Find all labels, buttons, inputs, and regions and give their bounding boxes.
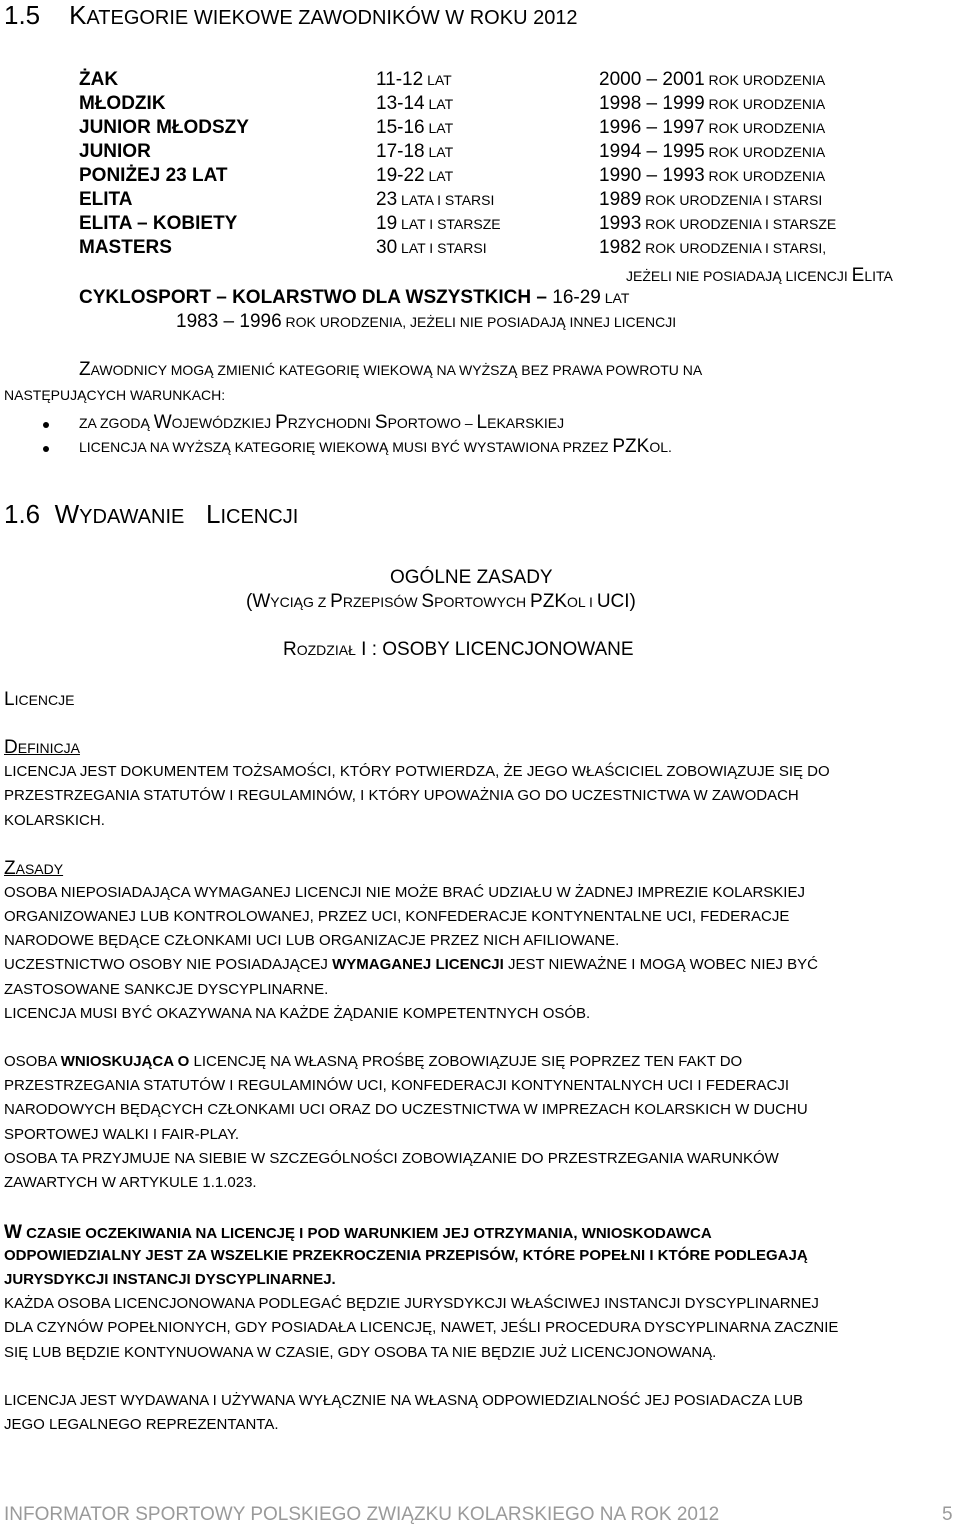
licencje-heading: LICENCJE xyxy=(4,689,75,710)
general-subtitle: (WYCIĄG Z PRZEPISÓW SPORTOWYCH PZKOL I UCI) xyxy=(246,591,636,612)
zasady-line: ORGANIZOWANEJ LUB KONTROLOWANEJ, PRZEZ UCI, KONFEDERACJE KONTYNENTALNE UCI, FEDERACJE xyxy=(4,908,790,925)
page-number: 5 xyxy=(942,1504,953,1525)
category-name: JUNIOR xyxy=(79,141,151,162)
zasady-line: OSOBA NIEPOSIADAJĄCA WYMAGANEJ LICENCJI NIE MOŻE BRAĆ UDZIAŁU W ŻADNEJ IMPREZIE KOLARSKIEJ xyxy=(4,884,805,901)
definition-line: KOLARSKICH. xyxy=(4,812,105,829)
jurysdykcja-line: DLA CZYNÓW POPEŁNIONYCH, GDY POSIADAŁA LICENCJĘ, NAWET, JEŚLI PROCEDURA DYSCYPLINARNA ZACZNIE xyxy=(4,1319,839,1336)
footer-text: INFORMATOR SPORTOWY POLSKIEGO ZWIĄZKU KOLARSKIEGO NA ROK 2012 xyxy=(4,1504,720,1525)
category-name: MŁODZIK xyxy=(79,93,166,114)
uczestnictwo-line: UCZESTNICTWO OSOBY NIE POSIADAJĄCEJ WYMAGANEJ LICENCJI JEST NIEWAŻNE I MOGĄ WOBEC NIEJ BYĆ xyxy=(4,956,818,973)
cyklosport-row: CYKLOSPORT – KOLARSTWO DLA WSZYSTKICH – 16-29 LAT xyxy=(79,287,630,308)
change-paragraph-line: ZAWODNICY MOGĄ ZMIENIĆ KATEGORIĘ WIEKOWĄ NA WYŻSZĄ BEZ PRAWA POWROTU NA xyxy=(79,359,703,380)
oczekiwanie-line: JURYSDYKCJI INSTANCJI DYSCYPLINARNEJ. xyxy=(4,1271,336,1288)
category-age: 23 LATA I STARSI xyxy=(376,189,495,210)
category-age: 17-18 LAT xyxy=(376,141,454,162)
wnioskujaca-line: OSOBA TA PRZYJMUJE NA SIEBIE W SZCZEGÓLNOŚCI ZOBOWIĄZANIE DO PRZESTRZEGANIA WARUNKÓW xyxy=(4,1150,779,1167)
wnioskujaca-line: ZAWARTYCH W ARTYKULE 1.1.023. xyxy=(4,1174,257,1191)
condition-item: LICENCJA NA WYŻSZĄ KATEGORIĘ WIEKOWĄ MUSI BYĆ WYSTAWIONA PRZEZ PZKOL. xyxy=(79,436,672,457)
zasady-heading: ZASADY xyxy=(4,858,64,879)
category-years: 1998 – 1999 ROK URODZENIA xyxy=(599,93,826,114)
uczestnictwo-line: ZASTOSOWANE SANKCJE DYSCYPLINARNE. xyxy=(4,981,329,998)
category-years: 1990 – 1993 ROK URODZENIA xyxy=(599,165,826,186)
category-years: 1993 ROK URODZENIA I STARSZE xyxy=(599,213,837,234)
section-title-rest: ATEGORIE WIEKOWE ZAWODNIKÓW W ROKU 2012 xyxy=(86,7,578,29)
wnioskujaca-line: PRZESTRZEGANIA STATUTÓW I REGULAMINÓW UCI, KONFEDERACJI KONTYNENTALNYCH UCI I FEDERACJI xyxy=(4,1077,790,1094)
section-title-cap: K xyxy=(69,0,87,30)
change-paragraph-line: NASTĘPUJĄCYCH WARUNKACH: xyxy=(4,387,226,403)
bullet-icon xyxy=(43,422,49,428)
category-name: JUNIOR MŁODSZY xyxy=(79,117,249,138)
definicja-heading: DEFINICJA xyxy=(4,737,80,758)
category-name: ŻAK xyxy=(79,69,119,90)
definition-line: PRZESTRZEGANIA STATUTÓW I REGULAMINÓW, I KTÓRY UPOWAŻNIA GO DO UCZESTNICTWA W ZAWODACH xyxy=(4,787,799,804)
zasady-line: NARODOWE BĘDĄCE CZŁONKAMI UCI LUB ORGANIZACJE PRZEZ NICH AFILIOWANE. xyxy=(4,932,620,949)
jurysdykcja-line: KAŻDA OSOBA LICENCJONOWANA PODLEGAĆ BĘDZIE JURYSDYKCJI WŁAŚCIWEJ INSTANCJI DYSCYPLINARNEJ xyxy=(4,1295,819,1312)
category-years: 2000 – 2001 ROK URODZENIA xyxy=(599,69,826,90)
category-years: 1994 – 1995 ROK URODZENIA xyxy=(599,141,826,162)
category-years: 1982 ROK URODZENIA I STARSI, xyxy=(599,237,827,258)
category-years: 1996 – 1997 ROK URODZENIA xyxy=(599,117,826,138)
condition-item: ZA ZGODĄ WOJEWÓDZKIEJ PRZYCHODNI SPORTOWO – LEKARSKIEJ xyxy=(79,412,565,433)
wnioskujaca-line: OSOBA WNIOSKUJĄCA O LICENCJĘ NA WŁASNĄ PROŚBĘ ZOBOWIĄZUJE SIĘ POPRZEZ TEN FAKT DO xyxy=(4,1053,743,1070)
category-name: ELITA – KOBIETY xyxy=(79,213,238,234)
category-name: ELITA xyxy=(79,189,133,210)
section-number: 1.5 xyxy=(4,0,41,30)
category-age: 19 LAT I STARSZE xyxy=(376,213,501,234)
general-title: OGÓLNE ZASADY xyxy=(390,567,553,588)
category-age: 19-22 LAT xyxy=(376,165,454,186)
oczekiwanie-line: W CZASIE OCZEKIWANIA NA LICENCJĘ I POD WARUNKIEM JEJ OTRZYMANIA, WNIOSKODAWCA xyxy=(4,1222,712,1243)
category-years: 1989 ROK URODZENIA I STARSI xyxy=(599,189,823,210)
jurysdykcja-line: SIĘ LUB BĘDZIE KONTYNUOWANA W CZASIE, GDY OSOBA TA NIE BĘDZIE JUŻ LICENCJONOWANĄ. xyxy=(4,1344,717,1361)
category-age: 15-16 LAT xyxy=(376,117,454,138)
okazywana-line: LICENCJA MUSI BYĆ OKAZYWANA NA KAŻDE ŻĄDANIE KOMPETENTNYCH OSÓB. xyxy=(4,1005,591,1022)
section-heading: 1.6 WYDAWANIE LICENCJI xyxy=(4,499,299,529)
wnioskujaca-line: SPORTOWEJ WALKI I FAIR-PLAY. xyxy=(4,1126,240,1143)
definition-line: LICENCJA JEST DOKUMENTEM TOŻSAMOŚCI, KTÓRY POTWIERDZA, ŻE JEGO WŁAŚCICIEL ZOBOWIĄZUJE SIĘ DO xyxy=(4,763,830,780)
chapter-title: ROZDZIAŁ I : OSOBY LICENCJONOWANE xyxy=(283,639,634,660)
wnioskujaca-line: NARODOWYCH BĘDĄCYCH CZŁONKAMI UCI ORAZ DO UCZESTNICTWA W IMPREZACH KOLARSKICH W DUCHU xyxy=(4,1101,808,1118)
category-age: 13-14 LAT xyxy=(376,93,454,114)
cyklosport-years: 1983 – 1996 ROK URODZENIA, JEŻELI NIE POSIADAJĄ INNEJ LICENCJI xyxy=(176,311,677,332)
bullet-icon xyxy=(43,446,49,452)
oczekiwanie-line: ODPOWIEDZIALNY JEST ZA WSZELKIE PRZEKROCZENIA PRZEPISÓW, KTÓRE POPEŁNI I KTÓRE PODLEGAJĄ xyxy=(4,1247,808,1264)
section-heading xyxy=(4,0,578,31)
wydawana-line: LICENCJA JEST WYDAWANA I UŻYWANA WYŁĄCZNIE NA WŁASNĄ ODPOWIEDZIALNOŚĆ JEJ POSIADACZA LUB xyxy=(4,1392,804,1409)
masters-note: JEŻELI NIE POSIADAJĄ LICENCJI ELITA xyxy=(626,265,893,286)
category-age: 11-12 LAT xyxy=(376,69,452,90)
category-age: 30 LAT I STARSI xyxy=(376,237,487,258)
wydawana-line: JEGO LEGALNEGO REPREZENTANTA. xyxy=(4,1416,279,1433)
category-name: MASTERS xyxy=(79,237,172,258)
category-name: PONIŻEJ 23 LAT xyxy=(79,165,228,186)
